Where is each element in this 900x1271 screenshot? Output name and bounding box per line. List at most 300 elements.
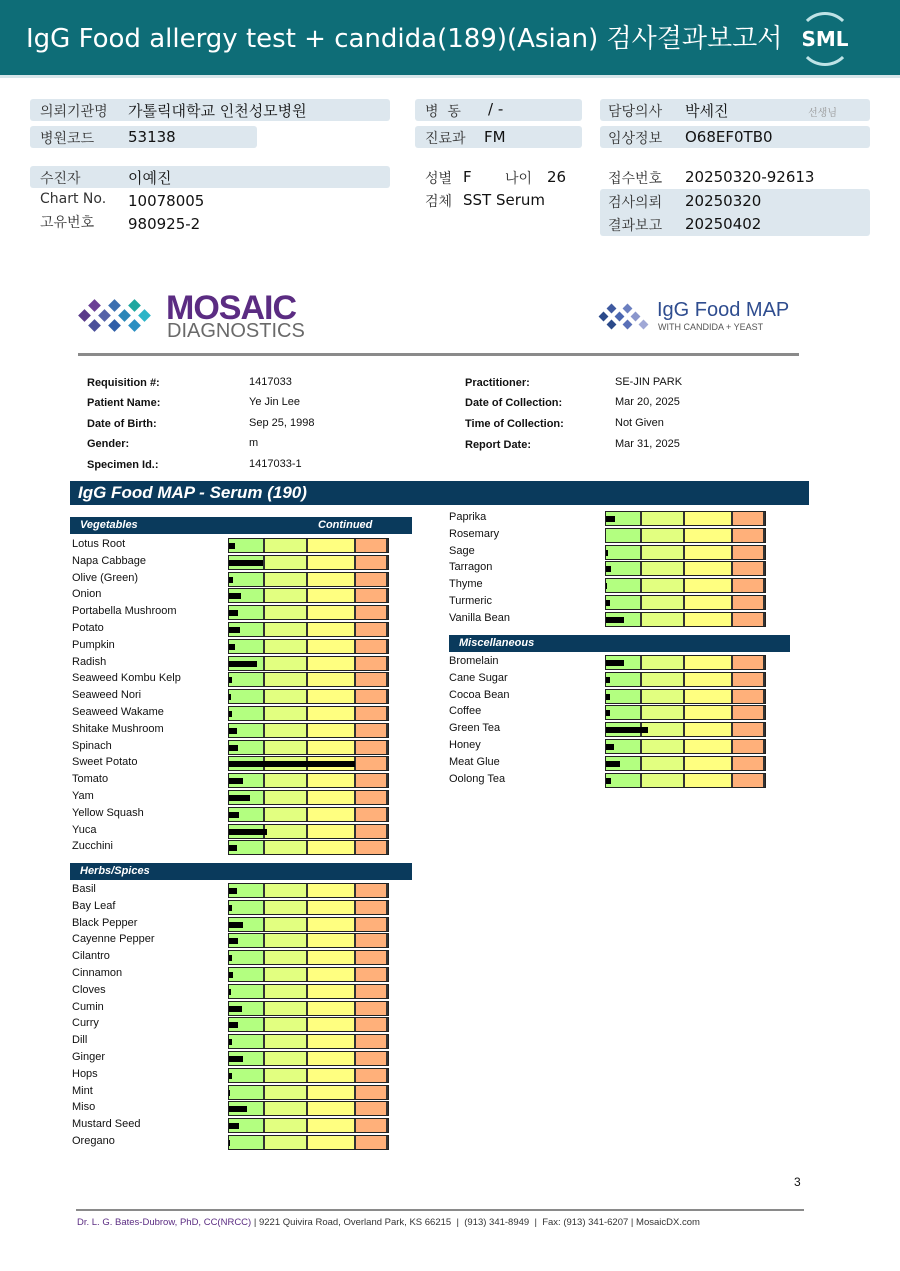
reactivity-scale — [228, 555, 389, 570]
scale-zone — [356, 774, 388, 787]
scale-zone — [308, 1136, 356, 1149]
food-map-logo-text: IgG Food MAP — [657, 299, 790, 321]
scale-zone — [265, 1136, 308, 1149]
reactivity-scale — [228, 622, 389, 637]
scale-zone — [356, 934, 388, 947]
scale-zone — [265, 1069, 308, 1082]
food-name: Green Tea — [449, 722, 501, 735]
reactivity-scale — [228, 950, 389, 965]
scale-zone — [265, 918, 308, 931]
scale-zone — [356, 884, 388, 897]
scale-zone — [685, 690, 733, 703]
scale-zone — [356, 825, 388, 838]
scale-zone — [356, 623, 388, 636]
food-row — [72, 1100, 393, 1117]
serum-section-title: IgG Food MAP - Serum (190) — [70, 481, 809, 505]
food-row — [72, 604, 393, 621]
scale-zone — [685, 529, 733, 542]
scale-zone — [642, 613, 685, 626]
scale-zone — [733, 656, 765, 669]
reactivity-scale — [228, 1034, 389, 1049]
food-name: Yam — [72, 790, 94, 802]
scale-zone — [642, 529, 685, 542]
scale-zone — [733, 596, 765, 609]
scale-zone — [733, 529, 765, 542]
food-row — [449, 611, 770, 628]
food-row — [72, 806, 393, 823]
scale-zone — [265, 951, 308, 964]
scale-zone — [606, 673, 642, 686]
scale-zone — [308, 606, 356, 619]
food-row — [72, 1016, 393, 1033]
reactivity-scale — [228, 656, 389, 671]
scale-zone — [356, 808, 388, 821]
result-bar — [606, 778, 611, 784]
result-bar — [229, 745, 238, 751]
scale-zone — [265, 1035, 308, 1048]
reactivity-scale — [605, 672, 766, 687]
scale-zone — [265, 1119, 308, 1132]
scale-zone — [229, 901, 265, 914]
result-bar — [229, 711, 232, 717]
scale-zone — [685, 740, 733, 753]
food-row — [72, 638, 393, 655]
scale-zone — [685, 673, 733, 686]
food-row — [72, 554, 393, 571]
reactivity-scale — [228, 572, 389, 587]
scale-zone — [642, 723, 685, 736]
food-name: Turmeric — [449, 595, 492, 607]
food-row — [72, 688, 393, 705]
result-bar — [229, 627, 240, 633]
reactivity-scale — [228, 740, 389, 755]
result-bar — [229, 761, 355, 767]
scale-zone — [356, 918, 388, 931]
dept-value: FM — [484, 128, 506, 146]
result-bar — [606, 694, 610, 700]
scale-zone — [308, 724, 356, 737]
scale-zone — [356, 1002, 388, 1015]
food-name: Olive (Green) — [72, 571, 139, 584]
result-bar — [606, 660, 624, 666]
specimen-label: 검체 — [425, 194, 453, 210]
scale-zone — [685, 757, 733, 770]
food-name: Cane Sugar — [449, 671, 508, 684]
result-bar — [229, 922, 243, 928]
info-label: Gender: — [87, 438, 130, 450]
scale-zone — [685, 723, 733, 736]
ward-label: 병 동 — [425, 104, 461, 120]
scale-zone — [356, 1102, 388, 1115]
info-box — [30, 166, 390, 188]
doctor-value: 박세진 — [685, 102, 729, 120]
scale-zone — [356, 951, 388, 964]
scale-zone — [642, 596, 685, 609]
result-bar — [229, 888, 237, 894]
scale-zone — [229, 707, 265, 720]
scale-zone — [308, 657, 356, 670]
food-row — [72, 755, 393, 772]
reactivity-scale — [228, 756, 389, 771]
reactivity-scale — [228, 790, 389, 805]
category-title: Herbs/Spices — [80, 865, 150, 877]
scale-zone — [606, 579, 642, 592]
institution-label: 의뢰기관명 — [40, 104, 108, 120]
scale-zone — [308, 918, 356, 931]
scale-zone — [265, 640, 308, 653]
reactivity-scale — [605, 722, 766, 737]
scale-zone — [265, 901, 308, 914]
food-row — [72, 739, 393, 756]
scale-zone — [229, 1086, 265, 1099]
scale-zone — [606, 774, 642, 787]
food-row — [72, 537, 393, 554]
result-bar — [229, 560, 263, 566]
reactivity-scale — [605, 595, 766, 610]
food-row — [72, 1084, 393, 1101]
food-name: Oolong Tea — [449, 772, 506, 785]
food-name: Lotus Root — [72, 538, 126, 550]
scale-zone — [685, 656, 733, 669]
patient-label: 수진자 — [40, 171, 81, 187]
scale-zone — [356, 657, 388, 670]
sml-logo: SML — [798, 12, 852, 66]
food-name: Black Pepper — [72, 916, 138, 929]
result-bar — [606, 516, 615, 522]
reactivity-scale — [605, 578, 766, 593]
page-number: 3 — [794, 1175, 801, 1189]
food-name: Spinach — [72, 739, 112, 752]
scale-zone — [356, 1035, 388, 1048]
receipt-value: 20250320-92613 — [685, 168, 815, 186]
result-bar — [229, 829, 267, 835]
reactivity-scale — [228, 883, 389, 898]
food-row — [72, 823, 393, 840]
reactivity-scale — [228, 588, 389, 603]
footer-address: | 9221 Quivira Road, Overland Park, KS 66215 | (913) 341-8949 | Fax: (913) 341-6207 | MosaicDX.com — [251, 1217, 700, 1228]
scale-zone — [733, 706, 765, 719]
reactivity-scale — [228, 773, 389, 788]
scale-zone — [642, 673, 685, 686]
scale-zone — [733, 757, 765, 770]
scale-zone — [685, 706, 733, 719]
reactivity-scale — [228, 605, 389, 620]
food-row — [72, 839, 393, 856]
food-row — [72, 932, 393, 949]
scale-zone — [606, 690, 642, 703]
reactivity-scale — [605, 689, 766, 704]
food-name: Potato — [72, 622, 104, 634]
scale-zone — [265, 1018, 308, 1031]
scale-zone — [642, 512, 685, 525]
food-name: Cinnamon — [72, 967, 123, 979]
info-label: Time of Collection: — [465, 418, 564, 430]
food-name: Meat Glue — [449, 755, 500, 768]
doctor-suffix: 선생님 — [808, 108, 837, 119]
category-header — [70, 863, 412, 880]
result-bar — [229, 1090, 230, 1096]
food-name: Radish — [72, 655, 107, 668]
result-bar — [229, 812, 239, 818]
hospital-code-label: 병원코드 — [40, 131, 95, 147]
result-bar — [606, 617, 624, 623]
scale-zone — [265, 606, 308, 619]
result-bar — [606, 761, 620, 767]
reactivity-scale — [228, 1051, 389, 1066]
food-row — [72, 1050, 393, 1067]
info-value: 1417033-1 — [249, 458, 302, 470]
uid-value: 980925-2 — [128, 215, 201, 233]
category-title: Vegetables — [80, 519, 138, 531]
scale-zone — [733, 546, 765, 559]
food-name: Sweet Potato — [72, 756, 138, 769]
scale-zone — [308, 1102, 356, 1115]
info-label: Date of Birth: — [87, 418, 157, 430]
result-bar — [229, 694, 231, 700]
result-bar — [229, 1106, 247, 1112]
food-row — [449, 772, 770, 789]
scale-zone — [308, 791, 356, 804]
food-row — [449, 510, 770, 527]
scale-zone — [265, 657, 308, 670]
scale-zone — [308, 1052, 356, 1065]
result-bar — [229, 1073, 232, 1079]
result-bar — [229, 1123, 239, 1129]
scale-zone — [356, 985, 388, 998]
reactivity-scale — [228, 1017, 389, 1032]
food-row — [449, 671, 770, 688]
footer-doctor: Dr. L. G. Bates-Dubrow, PhD, CC(NRCC) — [77, 1217, 252, 1228]
scale-zone — [265, 841, 308, 854]
food-name: Seaweed Nori — [72, 689, 142, 702]
scale-zone — [308, 673, 356, 686]
food-row — [72, 772, 393, 789]
scale-zone — [229, 968, 265, 981]
food-row — [72, 983, 393, 1000]
result-bar — [229, 778, 243, 784]
food-row — [449, 544, 770, 561]
patient-value: 이예진 — [128, 169, 172, 187]
info-label: Date of Collection: — [465, 397, 563, 409]
request-label: 검사의뢰 — [608, 195, 663, 211]
scale-zone — [308, 825, 356, 838]
reactivity-scale — [605, 773, 766, 788]
scale-zone — [265, 573, 308, 586]
food-name: Honey — [449, 739, 481, 751]
info-value: Mar 20, 2025 — [615, 396, 680, 408]
scale-zone — [356, 1136, 388, 1149]
food-row — [72, 949, 393, 966]
food-name: Thyme — [449, 578, 483, 591]
result-bar — [229, 593, 241, 599]
scale-zone — [685, 774, 733, 787]
reactivity-scale — [228, 900, 389, 915]
scale-zone — [356, 1086, 388, 1099]
reactivity-scale — [228, 917, 389, 932]
food-row — [449, 577, 770, 594]
scale-zone — [685, 562, 733, 575]
scale-zone — [356, 556, 388, 569]
food-name: Zucchini — [72, 840, 113, 853]
result-bar — [606, 550, 608, 556]
report-label: 결과보고 — [608, 218, 663, 234]
category-header — [449, 635, 790, 652]
result-bar — [229, 989, 231, 995]
food-name: Tomato — [72, 773, 109, 786]
result-bar — [606, 727, 648, 733]
reactivity-scale — [228, 1101, 389, 1116]
food-name: Shitake Mushroom — [72, 722, 164, 735]
food-map-logo-mark — [598, 302, 652, 337]
scale-zone — [733, 774, 765, 787]
scale-zone — [308, 573, 356, 586]
scale-zone — [265, 884, 308, 897]
food-name: Rosemary — [449, 527, 500, 540]
scale-zone — [356, 539, 388, 552]
scale-zone — [356, 1018, 388, 1031]
info-label: Report Date: — [465, 439, 532, 451]
result-bar — [229, 845, 237, 851]
scale-zone — [308, 985, 356, 998]
food-name: Cumin — [72, 1000, 104, 1013]
scale-zone — [265, 707, 308, 720]
result-bar — [606, 600, 610, 606]
scale-zone — [308, 841, 356, 854]
scale-zone — [229, 1035, 265, 1048]
reactivity-scale — [228, 538, 389, 553]
sex-label: 성별 — [425, 171, 453, 187]
scale-zone — [356, 640, 388, 653]
food-name: Coffee — [449, 705, 482, 718]
mosaic-logo-sub: DIAGNOSTICS — [167, 320, 305, 342]
food-row — [72, 655, 393, 672]
result-bar — [606, 583, 607, 589]
scale-zone — [308, 808, 356, 821]
scale-zone — [685, 546, 733, 559]
scale-zone — [356, 841, 388, 854]
age-value: 26 — [547, 168, 567, 186]
scale-zone — [308, 589, 356, 602]
scale-zone — [229, 690, 265, 703]
food-name: Pumpkin — [72, 638, 115, 651]
scale-zone — [265, 1002, 308, 1015]
scale-zone — [685, 613, 733, 626]
food-row — [449, 527, 770, 544]
food-row — [449, 654, 770, 671]
result-bar — [229, 1039, 232, 1045]
scale-zone — [356, 1119, 388, 1132]
scale-zone — [356, 741, 388, 754]
scale-zone — [265, 724, 308, 737]
scale-zone — [642, 690, 685, 703]
reactivity-scale — [605, 561, 766, 576]
scale-zone — [733, 512, 765, 525]
scale-zone — [733, 562, 765, 575]
scale-zone — [308, 1069, 356, 1082]
scale-zone — [606, 562, 642, 575]
result-bar — [229, 644, 235, 650]
info-value: Mar 31, 2025 — [615, 438, 680, 450]
reactivity-scale — [228, 672, 389, 687]
report-value: 20250402 — [685, 215, 762, 233]
food-name: Onion — [72, 588, 102, 601]
scale-zone — [606, 529, 642, 542]
scale-zone — [265, 589, 308, 602]
scale-zone — [685, 512, 733, 525]
scale-zone — [265, 556, 308, 569]
food-row — [72, 671, 393, 688]
result-bar — [229, 905, 232, 911]
scale-zone — [356, 724, 388, 737]
food-row — [449, 688, 770, 705]
scale-zone — [642, 579, 685, 592]
food-name: Mint — [72, 1084, 93, 1097]
food-name: Mustard Seed — [72, 1118, 141, 1131]
scale-zone — [265, 623, 308, 636]
scale-zone — [356, 901, 388, 914]
info-value: Ye Jin Lee — [249, 396, 300, 408]
reactivity-scale — [228, 933, 389, 948]
food-name: Dill — [72, 1034, 88, 1047]
scale-zone — [356, 757, 388, 770]
scale-zone — [229, 1136, 265, 1149]
food-name: Miso — [72, 1101, 96, 1114]
food-row — [72, 705, 393, 722]
food-row — [72, 1067, 393, 1084]
info-value: Sep 25, 1998 — [249, 417, 315, 429]
scale-zone — [642, 546, 685, 559]
info-label: Practitioner: — [465, 377, 530, 389]
request-value: 20250320 — [685, 192, 762, 210]
food-name: Cloves — [72, 983, 106, 996]
scale-zone — [356, 690, 388, 703]
scale-zone — [733, 690, 765, 703]
reactivity-scale — [228, 807, 389, 822]
food-name: Bay Leaf — [72, 899, 116, 912]
institution-value: 가톨릭대학교 인천성모병원 — [128, 102, 307, 120]
scale-zone — [265, 774, 308, 787]
result-bar — [229, 955, 232, 961]
scale-zone — [229, 1069, 265, 1082]
result-bar — [229, 972, 233, 978]
food-map-logo-sub: WITH CANDIDA + YEAST — [658, 322, 764, 332]
reactivity-scale — [228, 984, 389, 999]
reactivity-scale — [228, 639, 389, 654]
info-label: Specimen Id.: — [87, 459, 159, 471]
scale-zone — [685, 579, 733, 592]
food-row — [449, 560, 770, 577]
scale-zone — [356, 1052, 388, 1065]
reactivity-scale — [228, 1135, 389, 1150]
category-header — [70, 517, 412, 534]
food-row — [72, 1033, 393, 1050]
reactivity-scale — [605, 756, 766, 771]
scale-zone — [733, 673, 765, 686]
scale-zone — [733, 723, 765, 736]
scale-zone — [308, 968, 356, 981]
reactivity-scale — [605, 612, 766, 627]
scale-zone — [356, 673, 388, 686]
food-row — [72, 916, 393, 933]
chart-value: 10078005 — [128, 192, 205, 210]
scale-zone — [308, 707, 356, 720]
mosaic-logo-text: MOSAIC — [166, 289, 296, 327]
reactivity-scale — [228, 689, 389, 704]
food-name: Basil — [72, 883, 96, 895]
scale-zone — [308, 934, 356, 947]
scale-zone — [308, 884, 356, 897]
reactivity-scale — [228, 840, 389, 855]
